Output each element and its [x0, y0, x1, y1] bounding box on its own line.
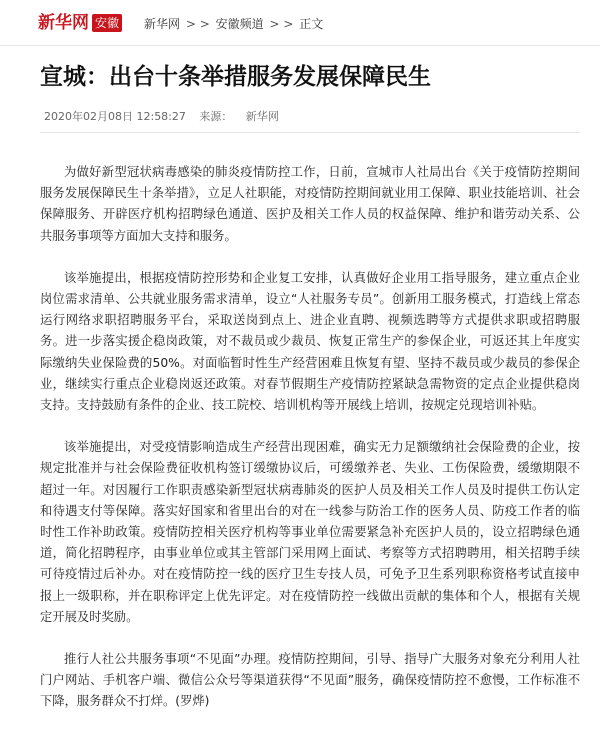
breadcrumb-item-current: 正文 [299, 17, 324, 31]
article-title: 宣城：出台十条举措服务发展保障民生 [40, 64, 431, 90]
breadcrumb-item-channel[interactable]: 安徽频道 [215, 17, 264, 31]
logo-region-badge: 安徽 [92, 14, 122, 32]
site-logo[interactable] [38, 13, 122, 33]
source-name[interactable]: 新华网 [245, 110, 279, 123]
breadcrumb-separator: > > [269, 17, 294, 31]
article-body [40, 162, 580, 734]
article-paragraph: 该举施提出，根据疫情防控形势和企业复工安排，认真做好企业用工指导服务，建立重点企业岗位需求清单、公共就业服务需求清单，设立“人社服务专员”。创新用工服务模式，打造线上常态运行网络求职招聘服务平台，采取送岗到点上、进企业直聘、视频选聘等方式提供求职或招聘服务。进一步落实援企稳岗政策，对不裁员或少裁员、恢复正常生产的参保企业，可返还其上年度实际缴纳失业保险费的50%。对面临暂时性生产经营困难且恢复有望、坚持不裁员或少裁员的参保企业，继续实行重点企业稳岗返还政策。对春节假期生产疫情防控紧缺急需物资的定点企业提供稳岗支持。支持鼓励有条件的企业、技工院校、培训机构等开展线上培训，按规定兑现培训补贴。 [40, 270, 580, 413]
breadcrumb-separator: > > [185, 17, 210, 31]
site-header [0, 0, 600, 46]
breadcrumb [144, 16, 323, 32]
article-meta [44, 110, 289, 124]
article-paragraph: 该举施提出，对受疫情影响造成生产经营出现困难，确实无力足额缴纳社会保险费的企业，按规定批准并与社会保险费征收机构签订缓缴协议后，可缓缴养老、失业、工伤保险费，缓缴期限不超过一年。对因履行工作职责感染新型冠状病毒肺炎的医护人员及相关工作人员及时提供工伤认定和待遇支付等保障。落实好国家和省里出台的对在一线参与防治工作的医务人员、防疫工作者的临时性工作补助政策。疫情防控相关医疗机构等事业单位需要紧急补充医护人员的，设立招聘绿色通道，简化招聘程序，由事业单位或其主管部门采用网上面试、考察等方式招聘聘用，相关招聘手续可待疫情过后补办。对在疫情防控一线的医疗卫生专技人员，可免予卫生系列职称资格考试直接申报上一级职称，并在职称评定上优先评定。对在疫情防控一线做出贡献的集体和个人，根据有关规定开展及时奖励。 [40, 440, 580, 624]
source-label: 来源： [199, 110, 233, 123]
breadcrumb-item-home[interactable]: 新华网 [144, 17, 181, 31]
article-paragraph: 推行人社公共服务事项“不见面”办理。疫情防控期间，引导、指导广大服务对象充分利用人社门户网站、手机客户端、微信公众号等渠道获得“不见面”服务，确保疫情防控不愈慢，工作标准不下降，服务群众不打烊。(罗烨) [40, 652, 580, 709]
title-divider [40, 132, 580, 133]
logo-main-text: 新华网 [38, 13, 89, 33]
publish-date: 2020年02月08日 12:58:27 [44, 110, 186, 123]
article-paragraph: 为做好新型冠状病毒感染的肺炎疫情防控工作，日前，宣城市人社局出台《关于疫情防控期间服务发展保障民生十条举措》，立足人社职能，对疫情防控期间就业用工保障、职业技能培训、社会保障服务、开辟医疗机构招聘绿色通道、医护及相关工作人员的权益保障、维护和谐劳动关系、公共服务事项等方面加大支持和服务。 [40, 165, 580, 243]
